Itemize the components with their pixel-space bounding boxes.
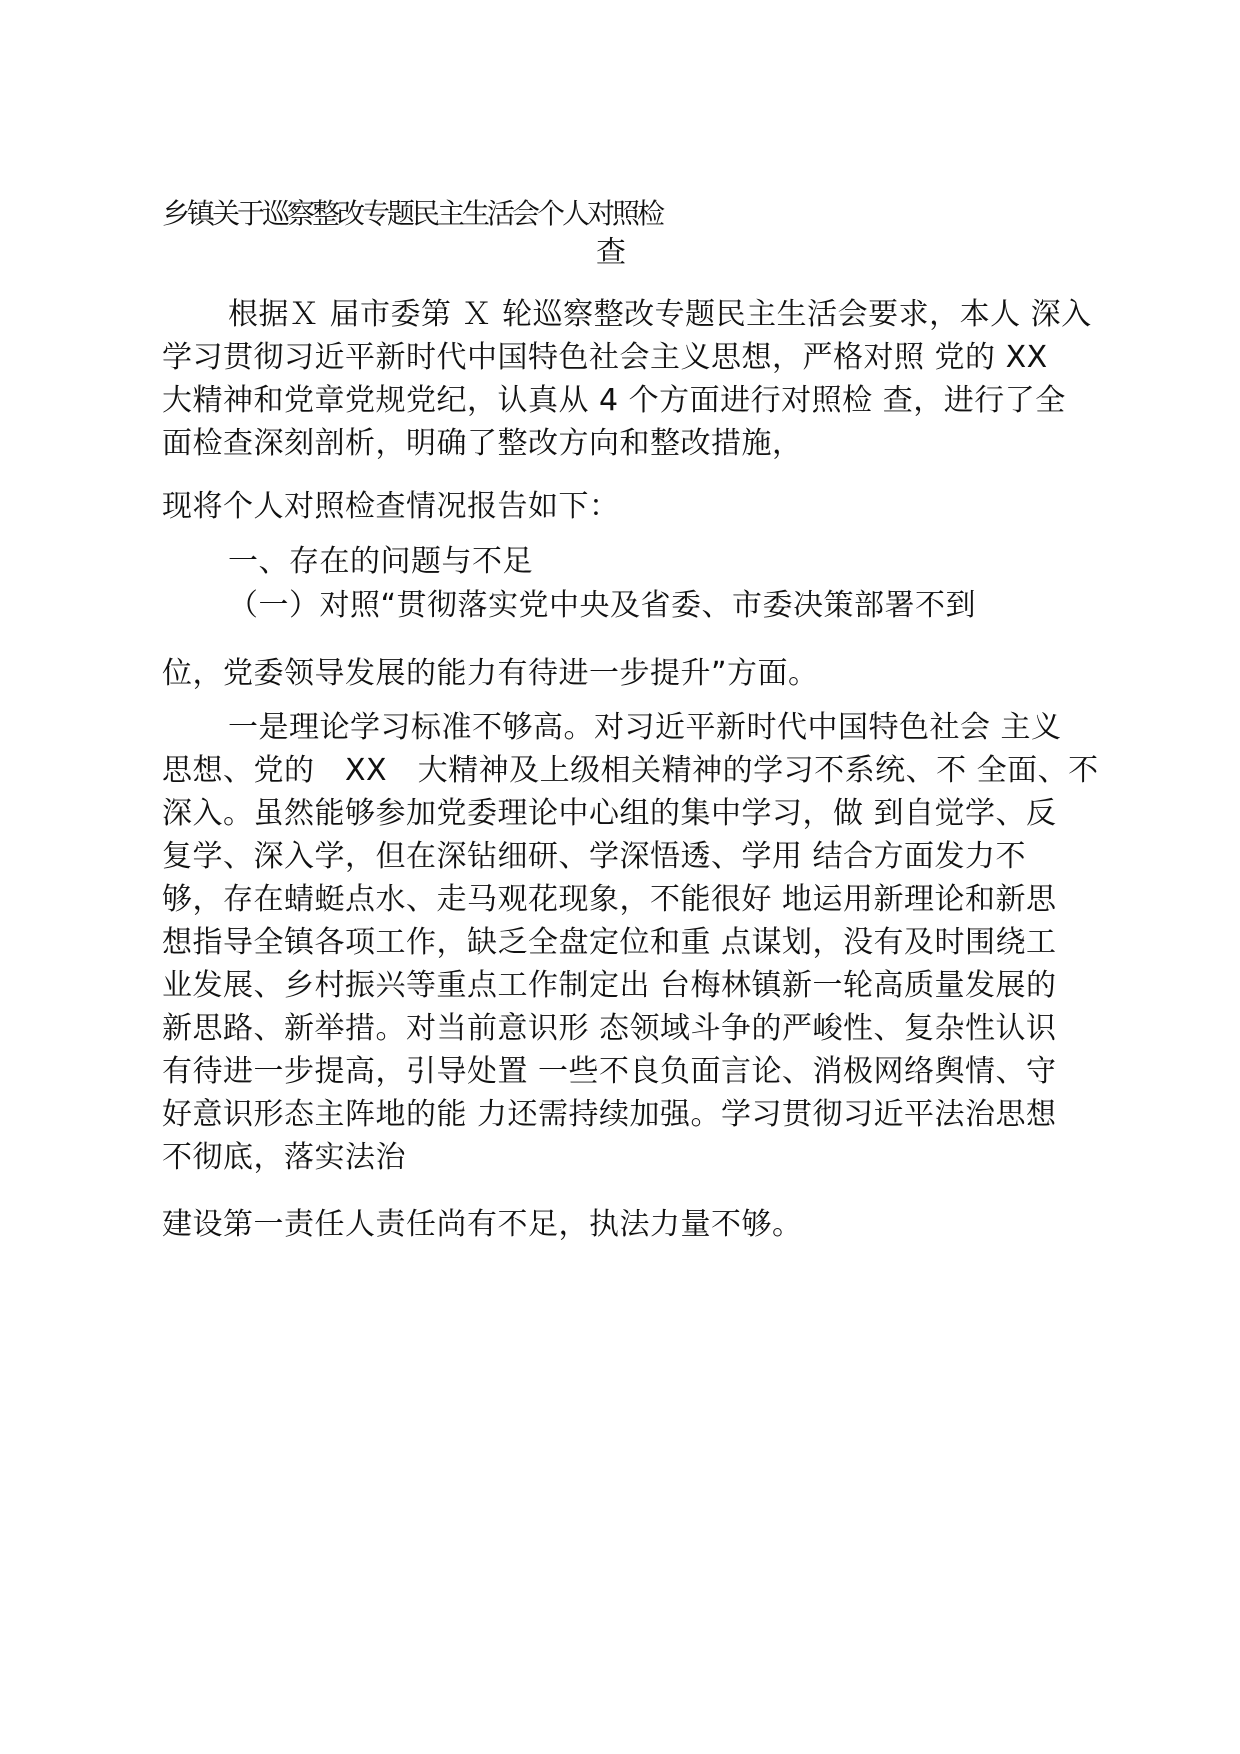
- section-heading: 一、存在的问题与不足: [228, 544, 533, 579]
- paragraph-line: 好意识形态主阵地的能 力还需持续加强。学习贯彻习近平法治思想: [162, 1097, 1057, 1132]
- document-title: 乡镇关于巡察整改专题民主生活会个人对照检: [162, 197, 663, 230]
- paragraph-line: 根据Ｘ 届市委第 Ｘ 轮巡察整改专题民主生活会要求，本人 深入: [228, 297, 1092, 332]
- paragraph-line: 大精神和党章党规党纪，认真从 4 个方面进行对照检 查，进行了全: [162, 383, 1066, 418]
- paragraph-line: 建设第一责任人责任尚有不足，执法力量不够。: [162, 1207, 803, 1242]
- paragraph-line: 学习贯彻习近平新时代中国特色社会主义思想，严格对照 党的 XX: [162, 340, 1048, 375]
- paragraph-line: 新思路、新举措。对当前意识形 态领域斗争的严峻性、复杂性认识: [162, 1011, 1057, 1046]
- paragraph-line: 不彻底，落实法治: [162, 1140, 406, 1175]
- paragraph-line: 有待进一步提高，引导处置 一些不良负面言论、消极网络舆情、守: [162, 1054, 1057, 1089]
- paragraph-line: 现将个人对照检查情况报告如下：: [162, 489, 620, 524]
- paragraph-line: 面检查深刻剖析，明确了整改方向和整改措施，: [162, 426, 803, 461]
- paragraph-line: 够，存在蜻蜓点水、走马观花现象，不能很好 地运用新理论和新思: [162, 882, 1057, 917]
- subsection-heading: （一）对照“贯彻落实党中央及省委、市委决策部署不到: [228, 588, 977, 623]
- paragraph-line: 想指导全镇各项工作，缺乏全盘定位和重 点谋划，没有及时围绕工: [162, 925, 1057, 960]
- paragraph-line: 复学、深入学，但在深钻细研、学深悟透、学用 结合方面发力不: [162, 839, 1027, 874]
- paragraph-line: 一是理论学习标准不够高。对习近平新时代中国特色社会 主义: [228, 710, 1062, 745]
- paragraph-line: 深入。虽然能够参加党委理论中心组的集中学习，做 到自觉学、反: [162, 796, 1057, 831]
- document-title-continued: 查: [596, 235, 626, 270]
- subsection-heading-continued: 位，党委领导发展的能力有待进一步提升”方面。: [162, 656, 819, 691]
- paragraph-line: 业发展、乡村振兴等重点工作制定出 台梅林镇新一轮高质量发展的: [162, 968, 1057, 1003]
- paragraph-line: 思想、党的 XX 大精神及上级相关精神的学习不系统、不 全面、不: [162, 753, 1099, 788]
